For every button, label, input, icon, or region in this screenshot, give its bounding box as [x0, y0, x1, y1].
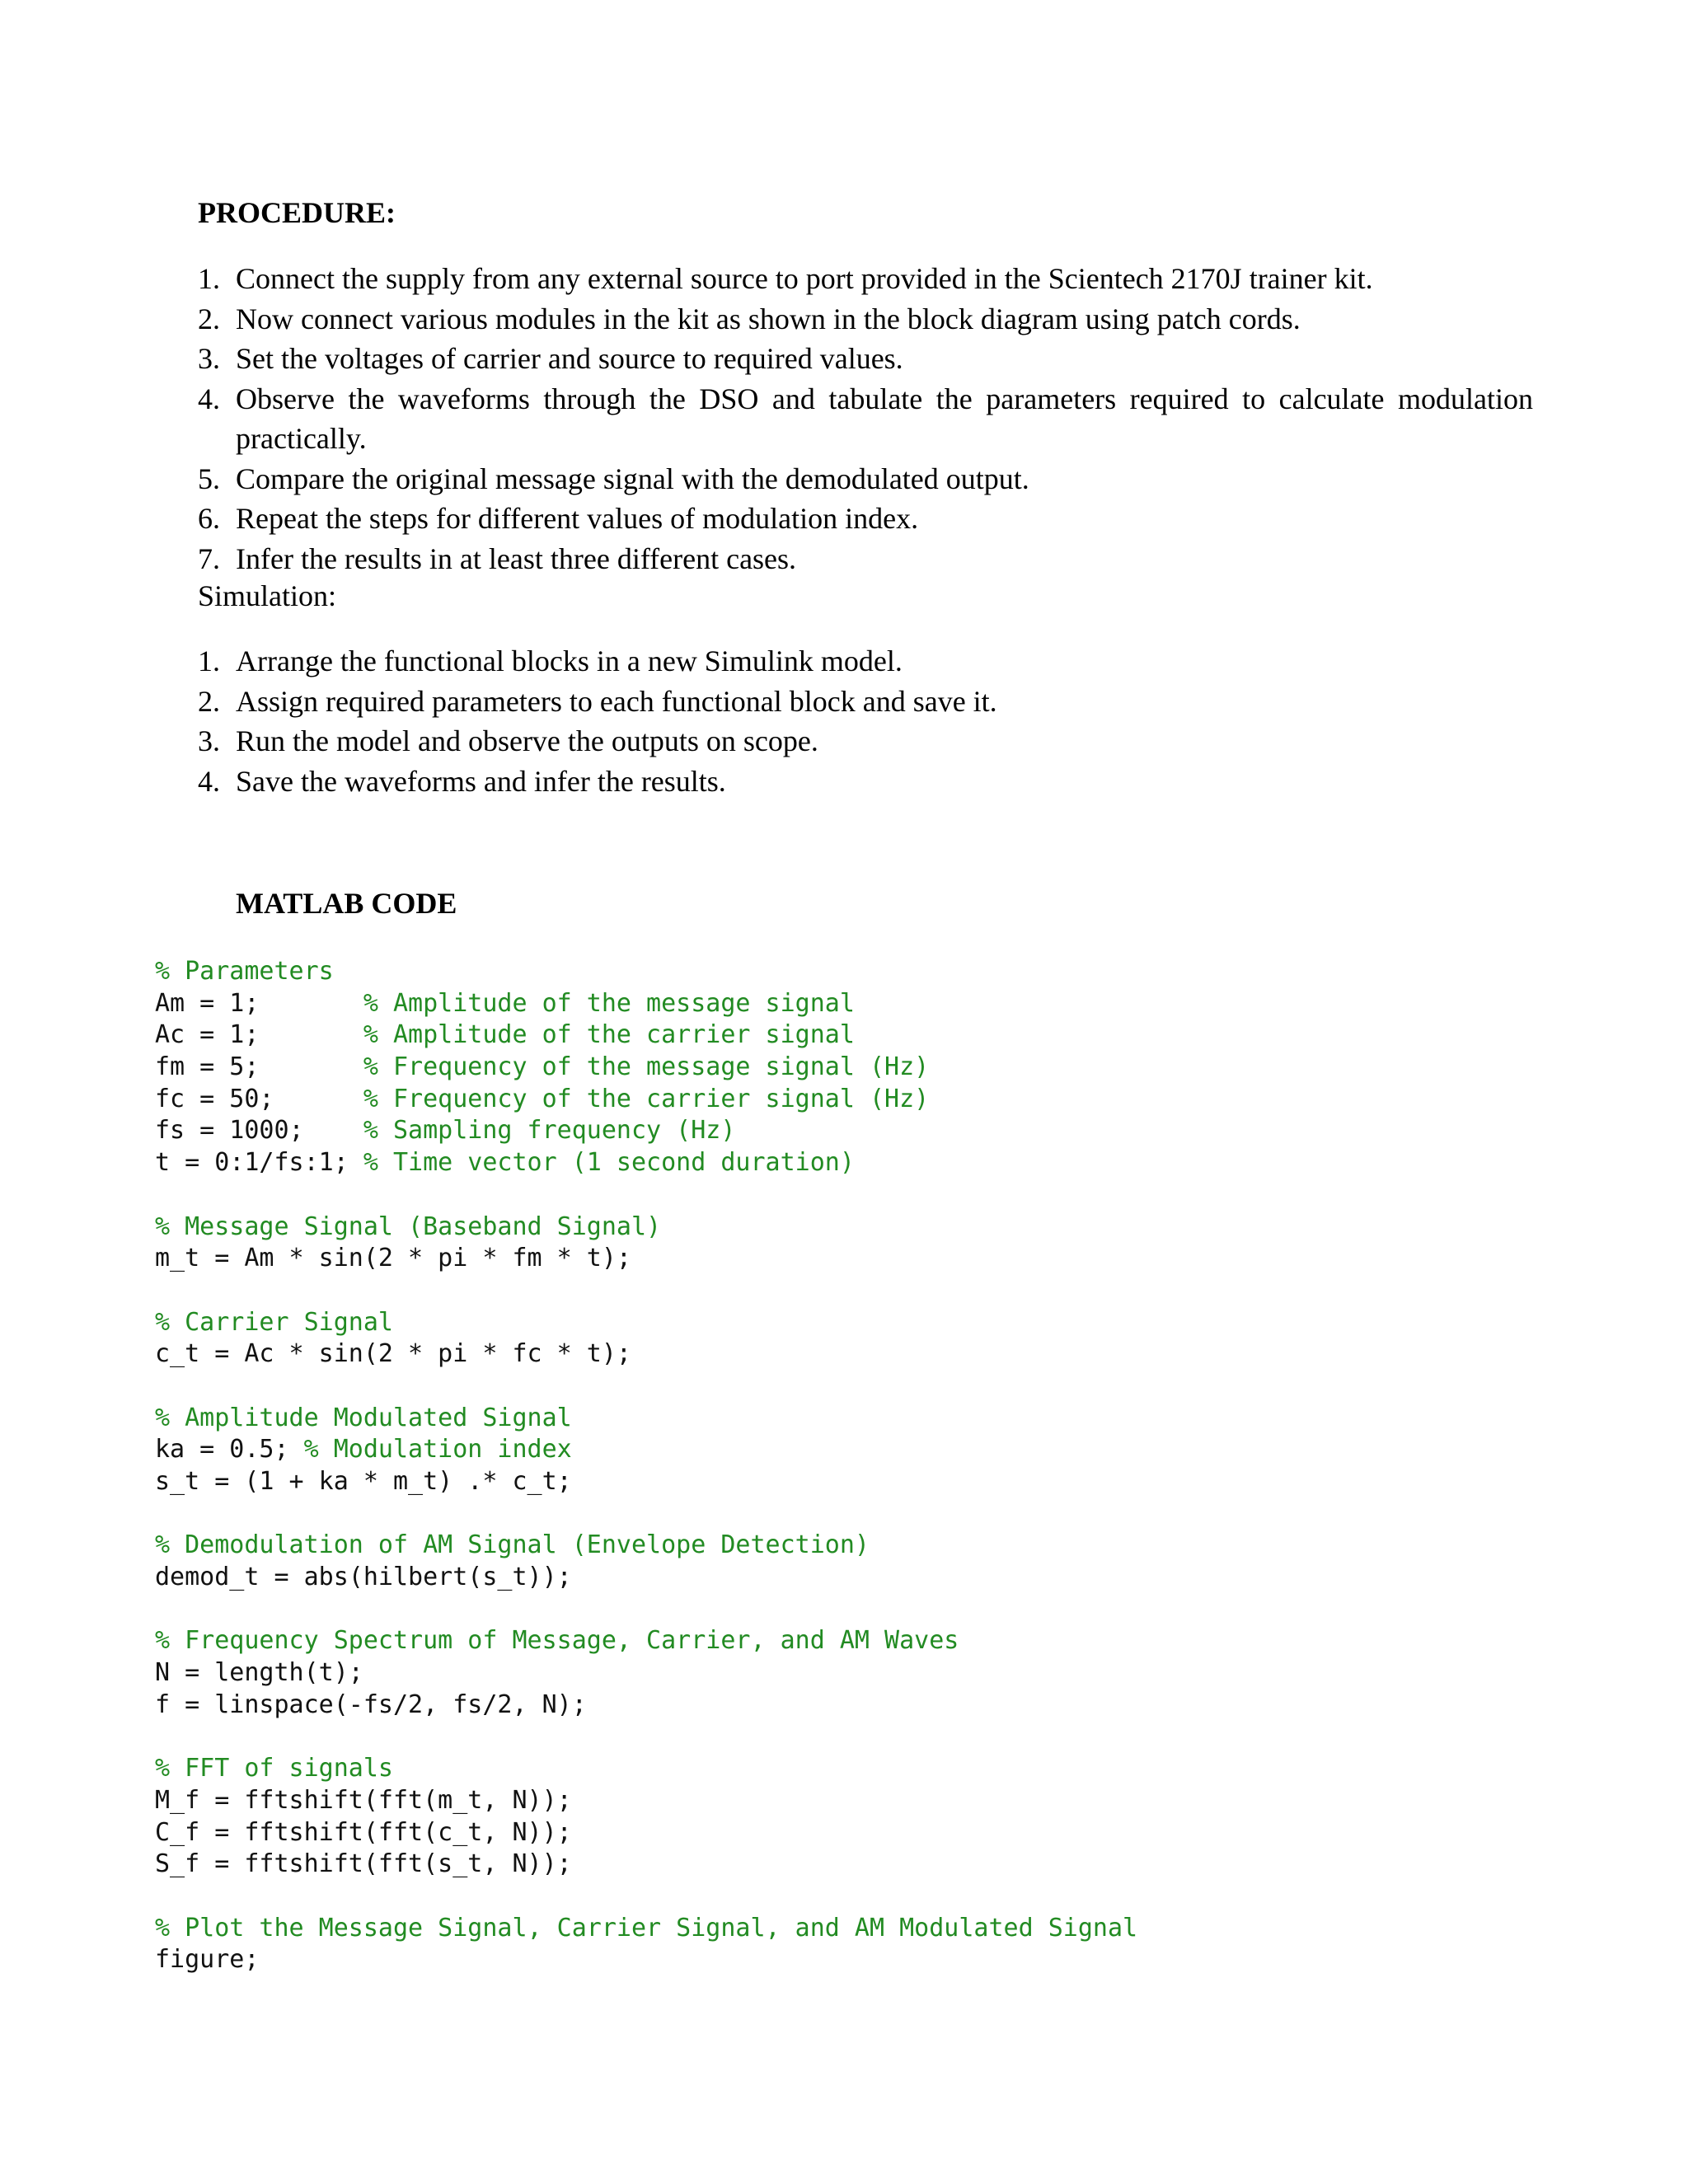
code-comment: % Message Signal (Baseband Signal) — [155, 1212, 662, 1241]
code-line — [155, 1722, 1137, 1754]
code-line — [155, 988, 1137, 1020]
code-line — [155, 1881, 1137, 1913]
code-line — [155, 1243, 1137, 1275]
code-line — [155, 1498, 1137, 1530]
procedure-step — [198, 339, 1533, 379]
code-statement: S_f = fftshift(fft(s_t, N)); — [155, 1849, 572, 1879]
code-comment: % Parameters — [155, 957, 334, 986]
code-comment: % Amplitude of the carrier signal — [363, 1020, 855, 1050]
code-line — [155, 1434, 1137, 1466]
code-line — [155, 1115, 1137, 1147]
matlab-code-block — [155, 956, 1137, 1976]
code-line — [155, 1052, 1137, 1084]
code-statement: demod_t = abs(hilbert(s_t)); — [155, 1563, 572, 1592]
procedure-heading: PROCEDURE: — [198, 196, 396, 229]
procedure-step — [198, 539, 1533, 579]
code-line — [155, 1625, 1137, 1657]
procedure-step — [198, 459, 1533, 499]
code-statement: f = linspace(-fs/2, fs/2, N); — [155, 1690, 587, 1719]
code-comment: % Frequency of the carrier signal (Hz) — [363, 1084, 930, 1113]
step-text: Run the model and observe the outputs on scope. — [236, 724, 818, 757]
code-comment: % Amplitude Modulated Signal — [155, 1403, 572, 1432]
step-number: 5. — [198, 462, 220, 495]
simulation-label: Simulation: — [198, 579, 337, 612]
step-number: 3. — [198, 724, 220, 757]
step-text: Now connect various modules in the kit as shown in the block diagram using patch cords. — [236, 302, 1301, 335]
code-line — [155, 1019, 1137, 1052]
code-comment: % Frequency of the message signal (Hz) — [363, 1052, 930, 1082]
step-text: Connect the supply from any external source to port provided in the Scientech 2170J trainer kit. — [236, 262, 1373, 295]
code-statement: ka = 0.5; — [155, 1435, 304, 1465]
code-line — [155, 1753, 1137, 1785]
code-comment: % Amplitude of the message signal — [363, 988, 855, 1018]
code-statement: Am = 1; — [155, 988, 363, 1018]
code-line — [155, 1785, 1137, 1817]
simulation-step — [198, 762, 1533, 802]
code-line — [155, 1657, 1137, 1690]
simulation-step — [198, 641, 1533, 682]
matlab-code-heading: MATLAB CODE — [236, 887, 457, 920]
step-text: Observe the waveforms through the DSO and tabulate the parameters required to calculate modulation practically. — [236, 382, 1533, 455]
code-statement: s_t = (1 + ka * m_t) .* c_t; — [155, 1467, 572, 1496]
simulation-step — [198, 721, 1533, 762]
code-comment: % Sampling frequency (Hz) — [363, 1116, 736, 1146]
code-line — [155, 956, 1137, 988]
code-statement: c_t = Ac * sin(2 * pi * fc * t); — [155, 1339, 631, 1369]
code-statement: fm = 5; — [155, 1052, 363, 1082]
code-comment: % Carrier Signal — [155, 1307, 393, 1337]
step-text: Arrange the functional blocks in a new Simulink model. — [236, 644, 903, 677]
procedure-step — [198, 299, 1533, 340]
code-line — [155, 1212, 1137, 1244]
step-number: 4. — [198, 382, 220, 415]
code-comment: % Modulation index — [303, 1435, 572, 1465]
simulation-steps-list — [198, 641, 1533, 801]
code-line — [155, 1371, 1137, 1403]
code-line — [155, 1466, 1137, 1498]
code-line — [155, 1594, 1137, 1626]
code-line — [155, 1338, 1137, 1371]
code-line — [155, 1849, 1137, 1881]
step-text: Set the voltages of carrier and source to required values. — [236, 342, 903, 375]
procedure-step — [198, 379, 1533, 459]
simulation-step — [198, 682, 1533, 722]
code-statement: Ac = 1; — [155, 1020, 363, 1050]
code-statement: M_f = fftshift(fft(m_t, N)); — [155, 1785, 572, 1815]
step-number: 3. — [198, 342, 220, 375]
procedure-steps-list — [198, 259, 1533, 579]
code-line — [155, 1084, 1137, 1116]
procedure-step — [198, 499, 1533, 539]
code-line — [155, 1690, 1137, 1722]
step-number: 4. — [198, 764, 220, 798]
code-line — [155, 1530, 1137, 1562]
code-line — [155, 1562, 1137, 1594]
code-line — [155, 1403, 1137, 1435]
step-text: Assign required parameters to each functional block and save it. — [236, 684, 997, 718]
step-text: Compare the original message signal with the demodulated output. — [236, 462, 1029, 495]
code-comment: % Demodulation of AM Signal (Envelope Detection) — [155, 1530, 870, 1560]
step-number: 1. — [198, 262, 220, 295]
code-comment: % Frequency Spectrum of Message, Carrier, and AM Waves — [155, 1626, 959, 1656]
step-number: 2. — [198, 302, 220, 335]
step-text: Repeat the steps for different values of modulation index. — [236, 502, 919, 535]
step-number: 6. — [198, 502, 220, 535]
code-line — [155, 1307, 1137, 1339]
code-line — [155, 1275, 1137, 1307]
step-text: Infer the results in at least three different cases. — [236, 541, 797, 575]
code-comment: % Plot the Message Signal, Carrier Signal, and AM Modulated Signal — [155, 1913, 1138, 1943]
code-statement: m_t = Am * sin(2 * pi * fm * t); — [155, 1244, 631, 1273]
code-line — [155, 1913, 1137, 1945]
step-number: 7. — [198, 541, 220, 575]
code-line — [155, 1944, 1137, 1976]
step-number: 1. — [198, 644, 220, 677]
code-statement: fc = 50; — [155, 1084, 363, 1113]
code-statement: figure; — [155, 1945, 260, 1975]
code-statement: t = 0:1/fs:1; — [155, 1148, 363, 1178]
step-number: 2. — [198, 684, 220, 718]
code-line — [155, 1147, 1137, 1179]
step-text: Save the waveforms and infer the results. — [236, 764, 726, 798]
code-line — [155, 1817, 1137, 1849]
code-line — [155, 1179, 1137, 1212]
procedure-step — [198, 259, 1533, 299]
code-statement: N = length(t); — [155, 1658, 363, 1688]
code-comment: % Time vector (1 second duration) — [363, 1148, 855, 1178]
code-comment: % FFT of signals — [155, 1754, 393, 1783]
code-statement: C_f = fftshift(fft(c_t, N)); — [155, 1817, 572, 1847]
code-statement: fs = 1000; — [155, 1116, 363, 1146]
